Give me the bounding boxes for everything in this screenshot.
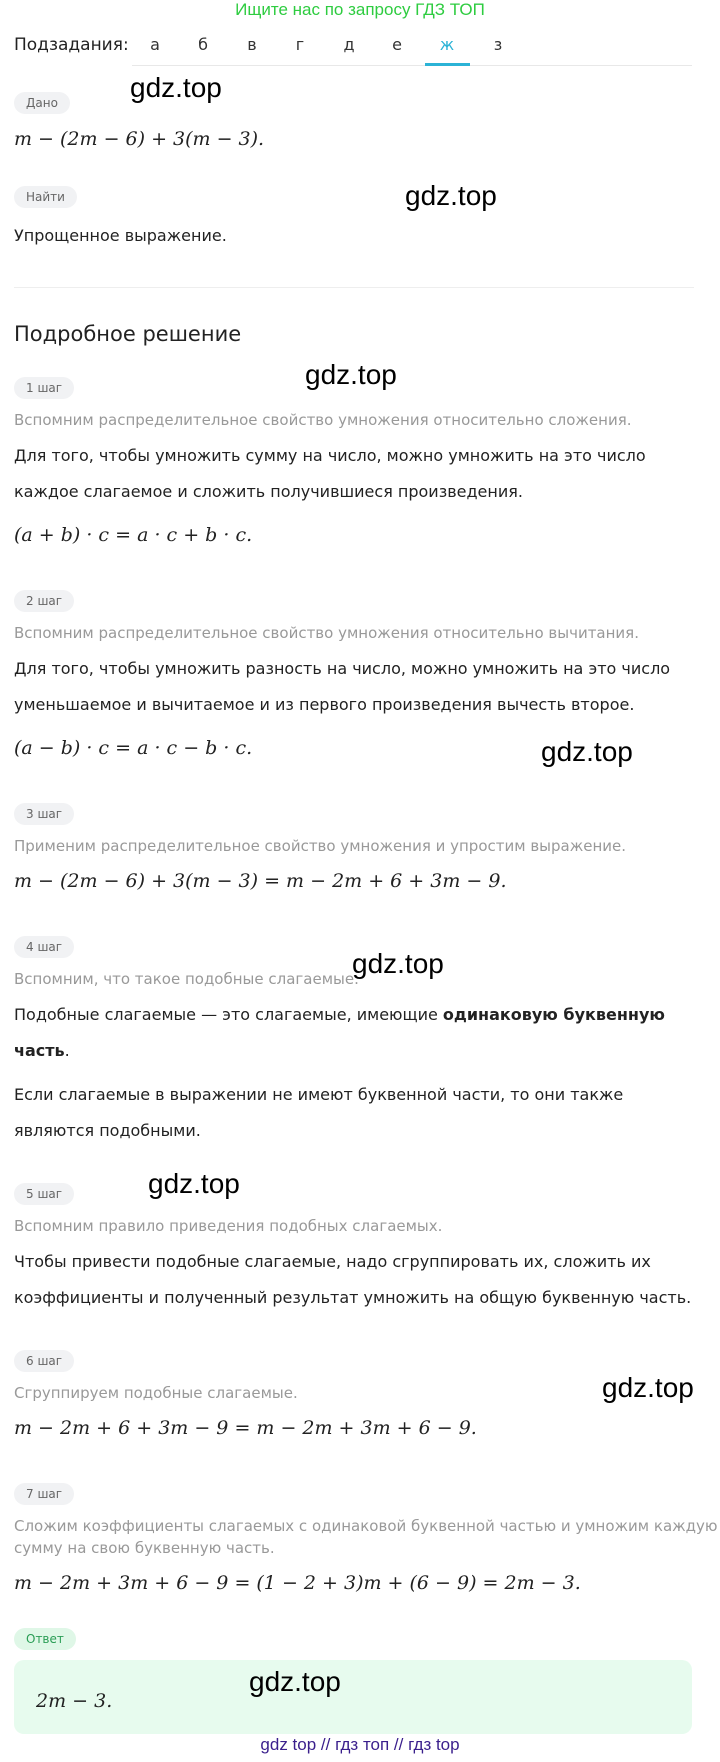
watermark: gdz.top <box>405 180 497 211</box>
step-5-badge: 5 шаг <box>14 1183 74 1205</box>
subtasks-label: Подзадания: <box>14 35 129 55</box>
given-badge: Дано <box>14 92 70 114</box>
watermark: gdz.top <box>148 1168 240 1199</box>
step-1-text-1: Для того, чтобы умножить сумму на число, можно умножить на это число <box>14 446 646 465</box>
answer-box <box>14 1660 692 1734</box>
step-4-badge: 4 шаг <box>14 936 74 958</box>
tab-d[interactable]: д <box>343 35 355 54</box>
step-4-text-3: Если слагаемые в выражении не имеют буквенной части, то они также <box>14 1085 624 1104</box>
solution-title: Подробное решение <box>14 322 242 346</box>
step-7-formula: m − 2m + 3m + 6 − 9 = (1 − 2 + 3)m + (6 − 9) = 2m − 3. <box>14 1572 581 1594</box>
find-text: Упрощенное выражение. <box>14 226 227 245</box>
watermark: gdz.top <box>352 948 444 979</box>
step-6-formula: m − 2m + 6 + 3m − 9 = m − 2m + 3m + 6 − 9. <box>14 1417 477 1439</box>
step-4-text-1-bold: одинаковую буквенную <box>442 1005 665 1024</box>
step-5-text-1: Чтобы привести подобные слагаемые, надо сгруппировать их, сложить их <box>14 1252 651 1271</box>
step-1-hint: Вспомним распределительное свойство умножения относительно сложения. <box>14 411 632 429</box>
step-3-formula: m − (2m − 6) + 3(m − 3) = m − 2m + 6 + 3m − 9. <box>14 870 507 892</box>
step-3-badge: 3 шаг <box>14 803 74 825</box>
tab-g[interactable]: г <box>295 35 305 54</box>
answer-value: 2m − 3. <box>36 1690 113 1712</box>
step-2-text-1: Для того, чтобы умножить разность на число, можно умножить на это число <box>14 659 671 678</box>
active-tab-indicator <box>425 63 470 66</box>
step-4-text-2-bold: часть <box>14 1041 65 1060</box>
tab-z[interactable]: з <box>493 35 503 54</box>
step-6-badge: 6 шаг <box>14 1350 74 1372</box>
step-2-text-2: уменьшаемое и вычитаемое и из первого произведения вычесть второе. <box>14 695 635 714</box>
step-1-badge: 1 шаг <box>14 377 74 399</box>
watermark: gdz.top <box>602 1372 694 1403</box>
search-banner: Ищите нас по запросу ГДЗ ТОП <box>235 0 485 19</box>
step-5-text-2: коэффициенты и полученный результат умножить на общую буквенную часть. <box>14 1288 692 1307</box>
step-2-formula: (a − b) · c = a · c − b · c. <box>14 737 253 759</box>
given-expression: m − (2m − 6) + 3(m − 3). <box>14 128 265 150</box>
section-divider <box>14 287 694 288</box>
step-1-text-2: каждое слагаемое и сложить получившиеся произведения. <box>14 482 523 501</box>
step-4-text-2 <box>14 1033 70 1069</box>
tab-b[interactable]: б <box>198 35 208 54</box>
step-7-hint-1: Сложим коэффициенты слагаемых с одинаковой буквенной частью и умножим каждую <box>14 1517 718 1535</box>
watermark: gdz.top <box>130 72 222 103</box>
step-2-badge: 2 шаг <box>14 590 74 612</box>
find-badge: Найти <box>14 186 77 208</box>
tab-a[interactable]: а <box>150 35 160 54</box>
step-1-formula: (a + b) · c = a · c + b · c. <box>14 524 253 546</box>
tab-v[interactable]: в <box>247 35 257 54</box>
step-5-hint: Вспомним правило приведения подобных слагаемых. <box>14 1217 443 1235</box>
tab-zh[interactable]: ж <box>439 35 455 54</box>
step-4-text-1-plain: Подобные слагаемые — это слагаемые, имеющие <box>14 1005 443 1024</box>
step-4-text-4: являются подобными. <box>14 1121 201 1140</box>
watermark: gdz.top <box>249 1666 341 1697</box>
footer-links[interactable]: gdz top // гдз топ // гдз top <box>260 1735 460 1754</box>
step-2-hint: Вспомним распределительное свойство умножения относительно вычитания. <box>14 624 639 642</box>
step-7-hint-2: сумму на свою буквенную часть. <box>14 1539 275 1557</box>
step-7-badge: 7 шаг <box>14 1483 74 1505</box>
step-6-hint: Сгруппируем подобные слагаемые. <box>14 1384 298 1402</box>
watermark: gdz.top <box>541 736 633 767</box>
step-4-hint: Вспомним, что такое подобные слагаемые. <box>14 970 359 988</box>
step-4-text-2-end: . <box>64 1041 70 1060</box>
tab-e[interactable]: е <box>392 35 402 54</box>
watermark: gdz.top <box>305 359 397 390</box>
tabs-divider <box>132 65 692 66</box>
step-4-text-1 <box>14 997 665 1033</box>
step-3-hint: Применим распределительное свойство умножения и упростим выражение. <box>14 837 627 855</box>
answer-badge: Ответ <box>14 1628 76 1650</box>
